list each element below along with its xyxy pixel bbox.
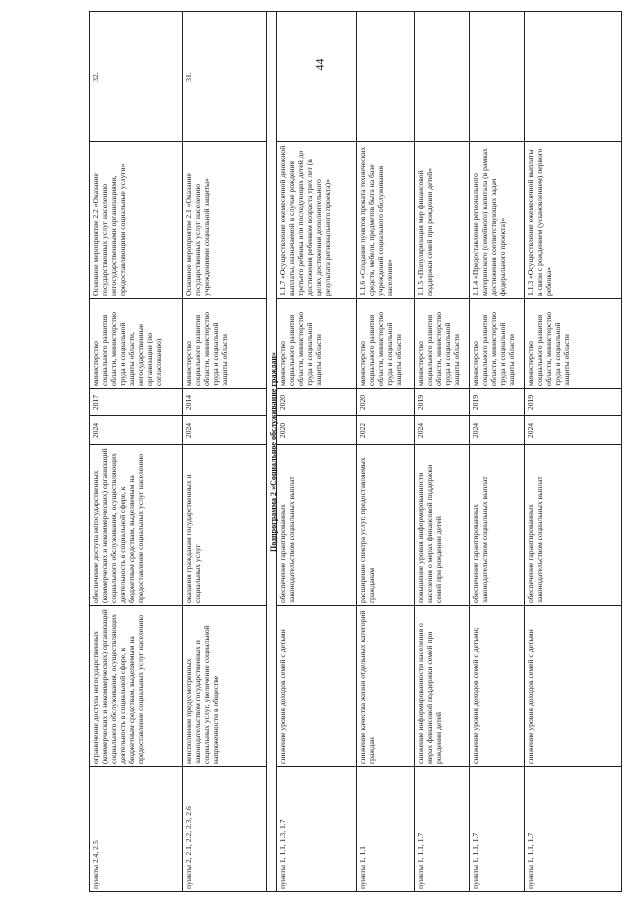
table-cell-start: 2014 [182,388,267,416]
table-cell-executor: министерство социального развития области, министерство труда и социальной защиты области [524,298,622,389]
table-cell-name: 1.1.7 «Осуществление ежемесячной денежной выплаты, назначаемой в случае рождения третьего ребенка или последующих детей до достижения ребенком возраста трех лет (в целях достижения дополнительного результата регионального проекта)» [276,141,357,299]
table-cell-name: 1.1.5 «Популяризация мер финансовой поддержки семей при рождении детей» [414,141,470,299]
table-cell-end: 2024 [469,415,525,445]
table-cell-name: 1.1.3 «Осуществление ежемесячной выплаты в связи с рождением (усыновлением) первого ребенка» [524,141,622,299]
table-cell-no [356,11,415,142]
table-cell-start: 2019 [469,388,525,416]
table-cell-no: 31. [182,11,267,142]
table-cell-start: 2020 [276,388,357,416]
table-cell-consequence: снижение уровня доходов семей с детьми [524,605,622,767]
table-cell-executor: министерство социального развития области, министерство труда и социальной защиты области [469,298,525,389]
table-cell-links: пункты 1, 1.1, 1.7 [524,766,622,892]
table-cell-result: обеспечение гарантированных законодательством социальных выплат [469,444,525,606]
table-cell-executor: министерство социального развития области, министерство труда и социальной защиты области [276,298,357,389]
table-cell-result: обеспечение гарантированных законодательством социальных выплат [276,444,357,606]
table-cell-consequence: снижение уровня доходов семей с детьми; [469,605,525,767]
table-cell-links: пункты 2, 2.1, 2.2, 2.3, 2.6 [182,766,267,892]
table-cell-no [276,11,357,142]
table-cell-result: обеспечение гарантированных законодательством социальных выплат [524,444,622,606]
table-cell-name: 1.1.6 «Создание пунктов проката технических средств, мебели, предметов быта на базе учреждений социального обслуживания населения» [356,141,415,299]
measures-table [90,12,622,892]
table-cell-end: 2024 [414,415,470,445]
table-cell-result: расширение спектра услуг, предоставляемых гражданам [356,444,415,606]
table-cell-name: Основное мероприятие 2.2 «Оказание государственных услуг населению негосударственными организациями, предоставляющими социальные услуги» [89,141,183,299]
table-cell-result: обеспечение доступа негосударственных (коммерческих и некоммерческих) организаций социального обслуживания, осуществляющих деятельность в социальной сфере, к бюджетным средствам, выделяемым на предоставление социальных услуг населению [89,444,183,606]
table-cell-consequence: ограничение доступа негосударственных (коммерческих и некоммерческих) организаций социального обслуживания, осуществляющих деятельность в социальной сфере, к бюджетным средствам, выделяемым на предоставление социальных услуг населению [89,605,183,767]
table-cell-end: 2022 [356,415,415,445]
table-cell-consequence: снижение качества жизни отдельных категорий граждан [356,605,415,767]
table-cell-executor: министерство социального развития области, министерство труда и социальной защиты области [182,298,267,389]
table-cell-no [524,11,622,142]
table-cell-links: пункты 1, 1.1 [356,766,415,892]
table-cell-links: пункты 1, 1.1, 1.7 [414,766,470,892]
table-cell-end: 2024 [89,415,183,445]
table-cell-start: 2019 [414,388,470,416]
table-cell-links: пункты 1, 1.1, 1.3, 1.7 [276,766,357,892]
table-cell-no [414,11,470,142]
table-cell-executor: министерство социального развития области, министерство труда и социальной защиты области [356,298,415,389]
table-cell-end: 2020 [276,415,357,445]
table-cell-start: 2020 [356,388,415,416]
table-cell-result: повышение уровня информированности населения о мерах финансовой поддержки семей при рождении детей [414,444,470,606]
table-cell-no [469,11,525,142]
table-cell-no: 32. [89,11,183,142]
table-cell-name: 1.1.4 «Предоставление регионального материнского (семейного) капитала (в рамках достижения соответствующих задач федерального проекта)» [469,141,525,299]
table-cell-consequence: снижение уровня доходов семей с детьми [276,605,357,767]
table-cell-name: Основное мероприятие 2.1 «Оказание государственных услуг населению учреждениями социальной защиты» [182,141,267,299]
table-cell-consequence: снижение информированности населения о мерах финансовой поддержки семей при рождении детей [414,605,470,767]
table-cell-executor: министерство социального развития области, министерство труда и социальной защиты области [414,298,470,389]
table-cell-result: оказания гражданам государственных и социальных услуг [182,444,267,606]
table-cell-start: 2017 [89,388,183,416]
table-cell-executor: министерство социального развития области, министерство труда и социальной защиты области, негосударственные организации (по согласованию) [89,298,183,389]
table-cell-links: пункты 1, 1.1, 1.7 [469,766,525,892]
table-cell-end: 2024 [524,415,622,445]
table-cell-end: 2024 [182,415,267,445]
table-cell-consequence: неисполнение предусмотренных законодательством государственных и социальных услуг, увеличение социальной напряженности в обществе [182,605,267,767]
table-cell-links: пункты 2.4, 2.5 [89,766,183,892]
subprogram-heading: Подпрограмма 2 «Социальное обслуживание граждан» [266,11,277,892]
page-number: 44 [312,58,327,70]
table-cell-start: 2019 [524,388,622,416]
